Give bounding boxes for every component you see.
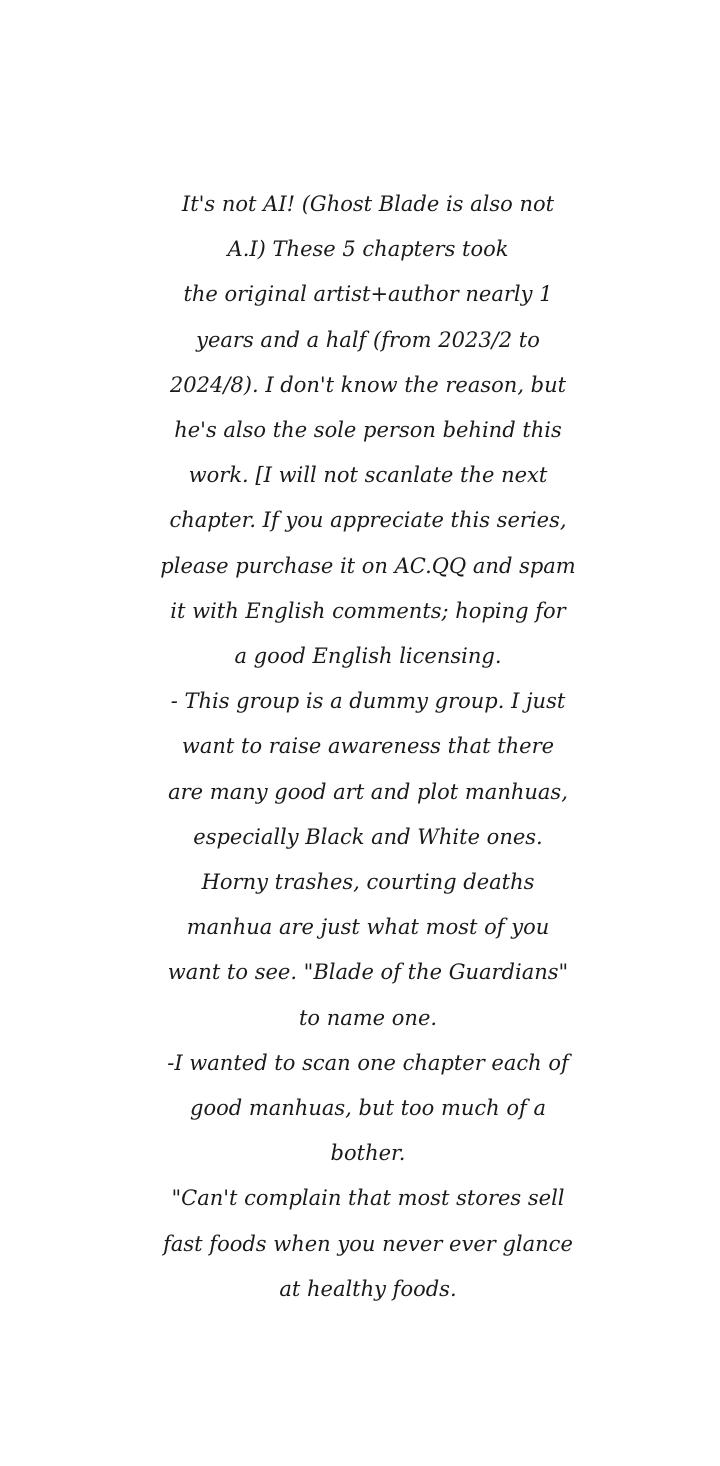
note-line: manhua are just what most of you [186,915,550,940]
note-line: want to see. "Blade of the Guardians" [167,960,569,985]
note-line: a good English licensing. [234,644,502,669]
note-line: It's not AI! (Ghost Blade is also not [181,192,555,216]
note-line: to name one. [298,1005,438,1030]
note-line: A.I) These 5 chapters took [227,237,509,262]
note-line: fast foods when you never ever glance [163,1231,573,1256]
note-line: it with English comments; hoping for [170,598,566,623]
note-line: chapter. If you appreciate this series, [169,508,567,533]
scanlator-note [16,182,720,1312]
note-line: bother. [330,1141,406,1166]
note-line: especially Black and White ones. [193,824,543,849]
note-line: good manhuas, but too much of a [190,1096,546,1121]
note-line: Horny trashes, courting deaths [201,870,535,895]
note-line: 2024/8). I don't know the reason, but [169,372,567,397]
note-line: -I wanted to scan one chapter each of [167,1050,569,1075]
note-line: at healthy foods. [279,1276,457,1301]
note-line: the original artist+author nearly 1 [183,282,553,307]
note-line: years and a half (from 2023/2 to [196,327,540,352]
note-line: - This group is a dummy group. I just [170,689,566,714]
note-line: "Can't complain that most stores sell [171,1186,565,1211]
note-line: want to raise awareness that there [181,734,555,759]
note-line: work. [I will not scanlate the next [188,463,548,488]
note-line: are many good art and plot manhuas, [168,779,568,804]
note-line: please purchase it on AC.QQ and spam [160,553,576,578]
note-line: he's also the sole person behind this [174,418,562,443]
